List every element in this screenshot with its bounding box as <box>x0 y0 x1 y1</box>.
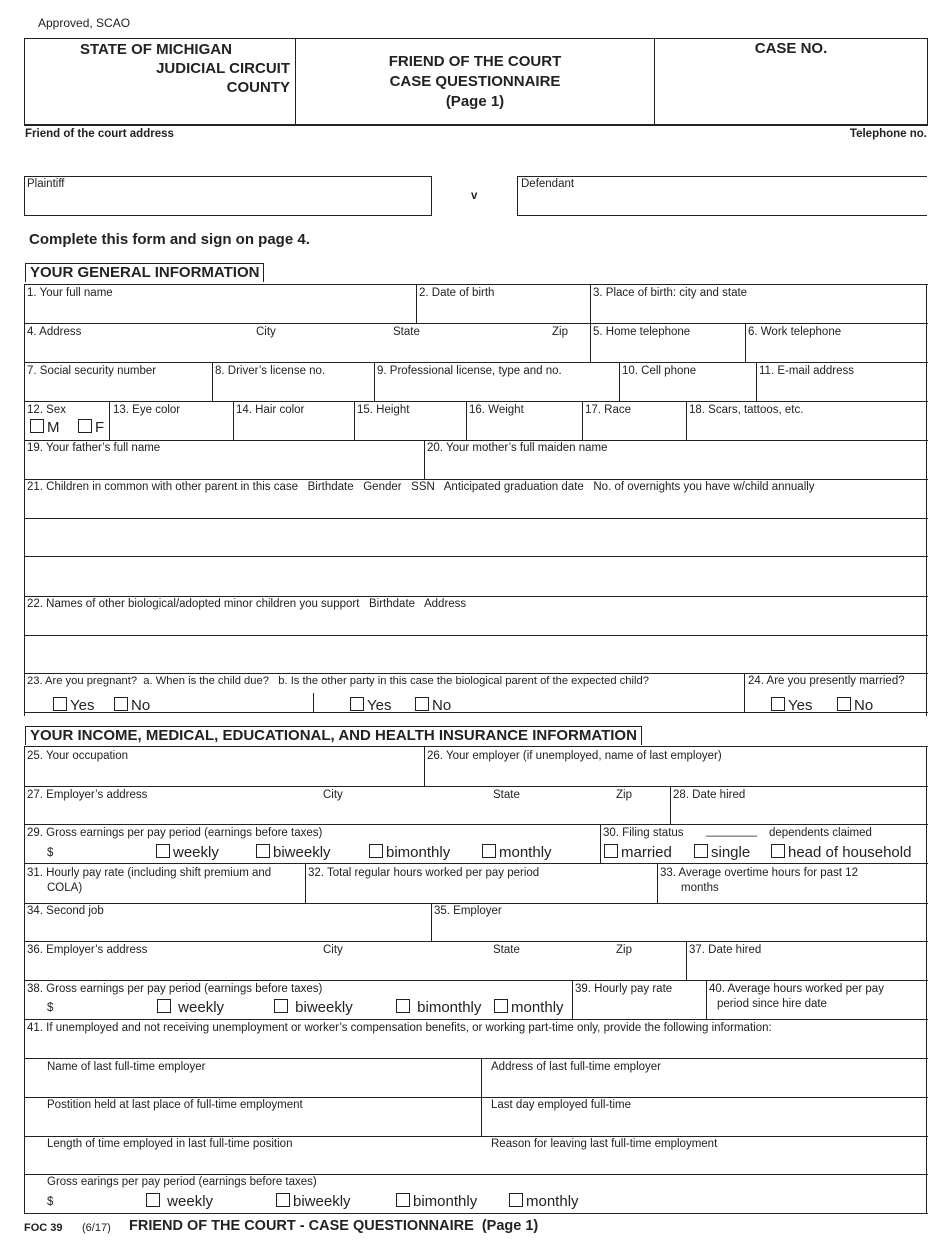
dob-label: 2. Date of birth <box>419 287 495 299</box>
last-dollar-sign: $ <box>47 1196 54 1208</box>
monthly-label: monthly <box>511 999 564 1016</box>
versus-label: v <box>471 190 478 202</box>
married-label: 24. Are you presently married? <box>748 675 905 687</box>
last-biweekly-checkbox[interactable] <box>276 1193 290 1207</box>
circuit-label: JUDICIAL CIRCUIT <box>156 60 290 77</box>
bimonthly-label: bimonthly <box>413 1193 478 1210</box>
address-zip-label: Zip <box>552 326 568 338</box>
hourly-rate-label: 31. Hourly pay rate (including shift premium and <box>27 867 272 879</box>
pay-monthly-option[interactable] <box>482 844 552 861</box>
mother-name-label: 20. Your mother’s full maiden name <box>427 442 608 454</box>
filing-single-checkbox[interactable] <box>694 844 708 858</box>
gross-earnings-label: 29. Gross earnings per pay period (earnings before taxes) <box>27 827 323 839</box>
income-info-heading: YOUR INCOME, MEDICAL, EDUCATIONAL, AND HEALTH INSURANCE INFORMATION <box>25 726 642 745</box>
unemployed-instructions: 41. If unemployed and not receiving unemployment or worker’s compensation benefits, or working part-time only, provide the following information: <box>27 1022 772 1034</box>
pay-weekly-checkbox[interactable] <box>156 844 170 858</box>
general-info-heading: YOUR GENERAL INFORMATION <box>25 263 264 282</box>
pay-bimonthly-checkbox[interactable] <box>369 844 383 858</box>
second-date-hired-label: 37. Date hired <box>689 944 762 956</box>
employer-label: 26. Your employer (if unemployed, name of last employer) <box>427 750 722 762</box>
address-state-label: State <box>393 326 420 338</box>
last-employer-address-label: Address of last full-time employer <box>491 1061 662 1073</box>
scars-label: 18. Scars, tattoos, etc. <box>689 404 804 416</box>
height-label: 15. Height <box>357 404 410 416</box>
professional-license-label: 9. Professional license, type and no. <box>377 365 562 377</box>
biweekly-label: biweekly <box>295 999 353 1016</box>
children-row-3[interactable] <box>25 557 925 595</box>
sex-f-checkbox[interactable] <box>78 419 92 433</box>
position-held-label: Postition held at last place of full-time employment <box>47 1099 303 1111</box>
form-title <box>296 52 654 112</box>
bimonthly-label: bimonthly <box>386 844 451 861</box>
case-no-label: CASE NO. <box>754 40 828 57</box>
second-biweekly-option[interactable] <box>274 999 353 1016</box>
second-monthly-option[interactable] <box>494 999 564 1016</box>
sex-label: 12. Sex <box>27 404 66 416</box>
second-weekly-option[interactable] <box>157 999 224 1016</box>
second-bimonthly-checkbox[interactable] <box>396 999 410 1013</box>
hoh-label: head of household <box>788 844 912 861</box>
married-yes-option[interactable] <box>771 697 812 714</box>
no-label: No <box>854 697 874 714</box>
bio-parent-no-option[interactable] <box>415 697 451 714</box>
employer-address-label: 27. Employer’s address <box>27 789 148 801</box>
bio-parent-no-checkbox[interactable] <box>415 697 429 711</box>
employer-state-label: State <box>493 789 520 801</box>
telephone-label: Telephone no. <box>849 128 927 140</box>
avg-hours-label: 40. Average hours worked per pay <box>709 983 884 995</box>
pay-biweekly-option[interactable] <box>256 844 331 861</box>
weight-label: 16. Weight <box>469 404 524 416</box>
full-name-label: 1. Your full name <box>27 287 113 299</box>
second-employer-label: 35. Employer <box>434 905 502 917</box>
yes-label: Yes <box>70 697 95 714</box>
case-no-field[interactable] <box>656 62 926 122</box>
filing-single-option[interactable] <box>694 844 750 861</box>
last-employer-label: Name of last full-time employer <box>47 1061 206 1073</box>
filing-married-option[interactable] <box>604 844 672 861</box>
sex-m-option[interactable] <box>30 419 60 436</box>
plaintiff-label: Plaintiff <box>27 178 65 190</box>
title-line-1: FRIEND OF THE COURT <box>388 53 562 70</box>
title-line-2: CASE QUESTIONNAIRE <box>389 73 561 90</box>
sex-m-checkbox[interactable] <box>30 419 44 433</box>
employer-city-label: City <box>323 789 343 801</box>
hourly-rate-label-2: COLA) <box>47 882 83 894</box>
form-revision: (6/17) <box>82 1222 111 1234</box>
married-no-checkbox[interactable] <box>837 697 851 711</box>
weekly-label: weekly <box>178 999 225 1016</box>
pregnant-no-option[interactable] <box>114 697 150 714</box>
home-phone-label: 5. Home telephone <box>593 326 691 338</box>
second-bimonthly-option[interactable] <box>396 999 481 1016</box>
no-label: No <box>131 697 151 714</box>
last-weekly-checkbox[interactable] <box>146 1193 160 1207</box>
overtime-label: 33. Average overtime hours for past 12 <box>660 867 858 879</box>
second-biweekly-checkbox[interactable] <box>274 999 288 1013</box>
yes-label: Yes <box>367 697 392 714</box>
last-day-label: Last day employed full-time <box>491 1099 631 1111</box>
single-label: single <box>711 844 751 861</box>
filing-hoh-option[interactable] <box>771 844 911 861</box>
biweekly-label: biweekly <box>273 844 331 861</box>
pregnant-label: 23. Are you pregnant? a. When is the child due? b. Is the other party in this case the biological parent of the expected child? <box>27 675 649 687</box>
county-label: COUNTY <box>226 79 290 96</box>
title-line-3: (Page 1) <box>445 93 505 110</box>
dependents-blank[interactable]: ________ <box>706 825 758 837</box>
race-label: 17. Race <box>585 404 632 416</box>
filing-status-label: 30. Filing status <box>603 827 684 839</box>
monthly-label: monthly <box>499 844 552 861</box>
pregnant-no-checkbox[interactable] <box>114 697 128 711</box>
filing-hoh-checkbox[interactable] <box>771 844 785 858</box>
work-phone-label: 6. Work telephone <box>748 326 842 338</box>
second-job-label: 34. Second job <box>27 905 104 917</box>
overtime-label-2: months <box>681 882 719 894</box>
drivers-license-label: 8. Driver’s license no. <box>215 365 326 377</box>
date-hired-label: 28. Date hired <box>673 789 746 801</box>
reason-leaving-label: Reason for leaving last full-time employment <box>491 1138 718 1150</box>
last-monthly-checkbox[interactable] <box>509 1193 523 1207</box>
hair-color-label: 14. Hair color <box>236 404 305 416</box>
regular-hours-label: 32. Total regular hours worked per pay period <box>308 867 540 879</box>
last-monthly-option[interactable] <box>509 1193 579 1210</box>
second-zip-label: Zip <box>616 944 632 956</box>
last-biweekly-option[interactable] <box>276 1193 351 1210</box>
biweekly-label: biweekly <box>293 1193 351 1210</box>
second-monthly-checkbox[interactable] <box>494 999 508 1013</box>
last-gross-label: Gross earings per pay period (earnings before taxes) <box>47 1176 317 1188</box>
foc-address-label: Friend of the court address <box>25 128 174 140</box>
second-dollar-sign: $ <box>47 1002 54 1014</box>
pay-monthly-checkbox[interactable] <box>482 844 496 858</box>
bimonthly-label: bimonthly <box>417 999 482 1016</box>
last-bimonthly-option[interactable] <box>396 1193 477 1210</box>
occupation-label: 25. Your occupation <box>27 750 129 762</box>
ssn-label: 7. Social security number <box>27 365 157 377</box>
dependents-label: dependents claimed <box>769 827 872 839</box>
children-row-1[interactable] <box>25 496 925 517</box>
employer-zip-label: Zip <box>616 789 632 801</box>
second-weekly-checkbox[interactable] <box>157 999 171 1013</box>
sex-f-option[interactable] <box>78 419 104 436</box>
second-gross-label: 38. Gross earnings per pay period (earnings before taxes) <box>27 983 323 995</box>
cell-phone-label: 10. Cell phone <box>622 365 697 377</box>
avg-hours-label-2: period since hire date <box>717 998 827 1010</box>
monthly-label: monthly <box>526 1193 579 1210</box>
married-yes-checkbox[interactable] <box>771 697 785 711</box>
second-state-label: State <box>493 944 520 956</box>
bio-parent-yes-checkbox[interactable] <box>350 697 364 711</box>
bio-parent-yes-option[interactable] <box>350 697 391 714</box>
married-no-option[interactable] <box>837 697 873 714</box>
other-children-header: 22. Names of other biological/adopted minor children you support Birthdate Address <box>27 598 467 610</box>
eye-color-label: 13. Eye color <box>113 404 181 416</box>
defendant-label: Defendant <box>521 178 575 190</box>
pregnant-yes-option[interactable] <box>53 697 94 714</box>
state-label: STATE OF MICHIGAN <box>80 41 232 58</box>
filing-married-checkbox[interactable] <box>604 844 618 858</box>
no-label: No <box>432 697 452 714</box>
foc-address-field[interactable] <box>24 142 928 172</box>
pregnant-yes-checkbox[interactable] <box>53 697 67 711</box>
pay-biweekly-checkbox[interactable] <box>256 844 270 858</box>
sex-m-label: M <box>47 419 60 436</box>
sex-f-label: F <box>95 419 105 436</box>
birthplace-label: 3. Place of birth: city and state <box>593 287 748 299</box>
other-children-row[interactable] <box>25 636 925 672</box>
children-row-2[interactable] <box>25 519 925 555</box>
length-employed-label: Length of time employed in last full-time position <box>47 1138 293 1150</box>
footer-title: FRIEND OF THE COURT - CASE QUESTIONNAIRE (Page 1) <box>129 1218 539 1234</box>
father-name-label: 19. Your father’s full name <box>27 442 161 454</box>
last-weekly-option[interactable] <box>146 1193 213 1210</box>
weekly-label: weekly <box>167 1193 214 1210</box>
second-city-label: City <box>323 944 343 956</box>
pay-weekly-option[interactable] <box>156 844 219 861</box>
second-hourly-rate-label: 39. Hourly pay rate <box>575 983 673 995</box>
email-label: 11. E-mail address <box>759 365 855 377</box>
children-header: 21. Children in common with other parent in this case Birthdate Gender SSN Anticipated graduation date No. of overnights you have w/child annually <box>27 481 815 493</box>
weekly-label: weekly <box>173 844 219 861</box>
address-city-label: City <box>256 326 276 338</box>
yes-label: Yes <box>788 697 813 714</box>
form-number: FOC 39 <box>24 1222 63 1234</box>
pay-bimonthly-option[interactable] <box>369 844 450 861</box>
last-bimonthly-checkbox[interactable] <box>396 1193 410 1207</box>
plaintiff-field[interactable] <box>24 176 432 216</box>
second-employer-address-label: 36. Employer’s address <box>27 944 148 956</box>
defendant-field[interactable] <box>517 176 927 216</box>
instruction-text: Complete this form and sign on page 4. <box>29 231 310 248</box>
address-label: 4. Address <box>27 326 82 338</box>
approved-label: Approved, SCAO <box>38 16 131 30</box>
married-label: married <box>621 844 672 861</box>
dollar-sign: $ <box>47 847 54 859</box>
